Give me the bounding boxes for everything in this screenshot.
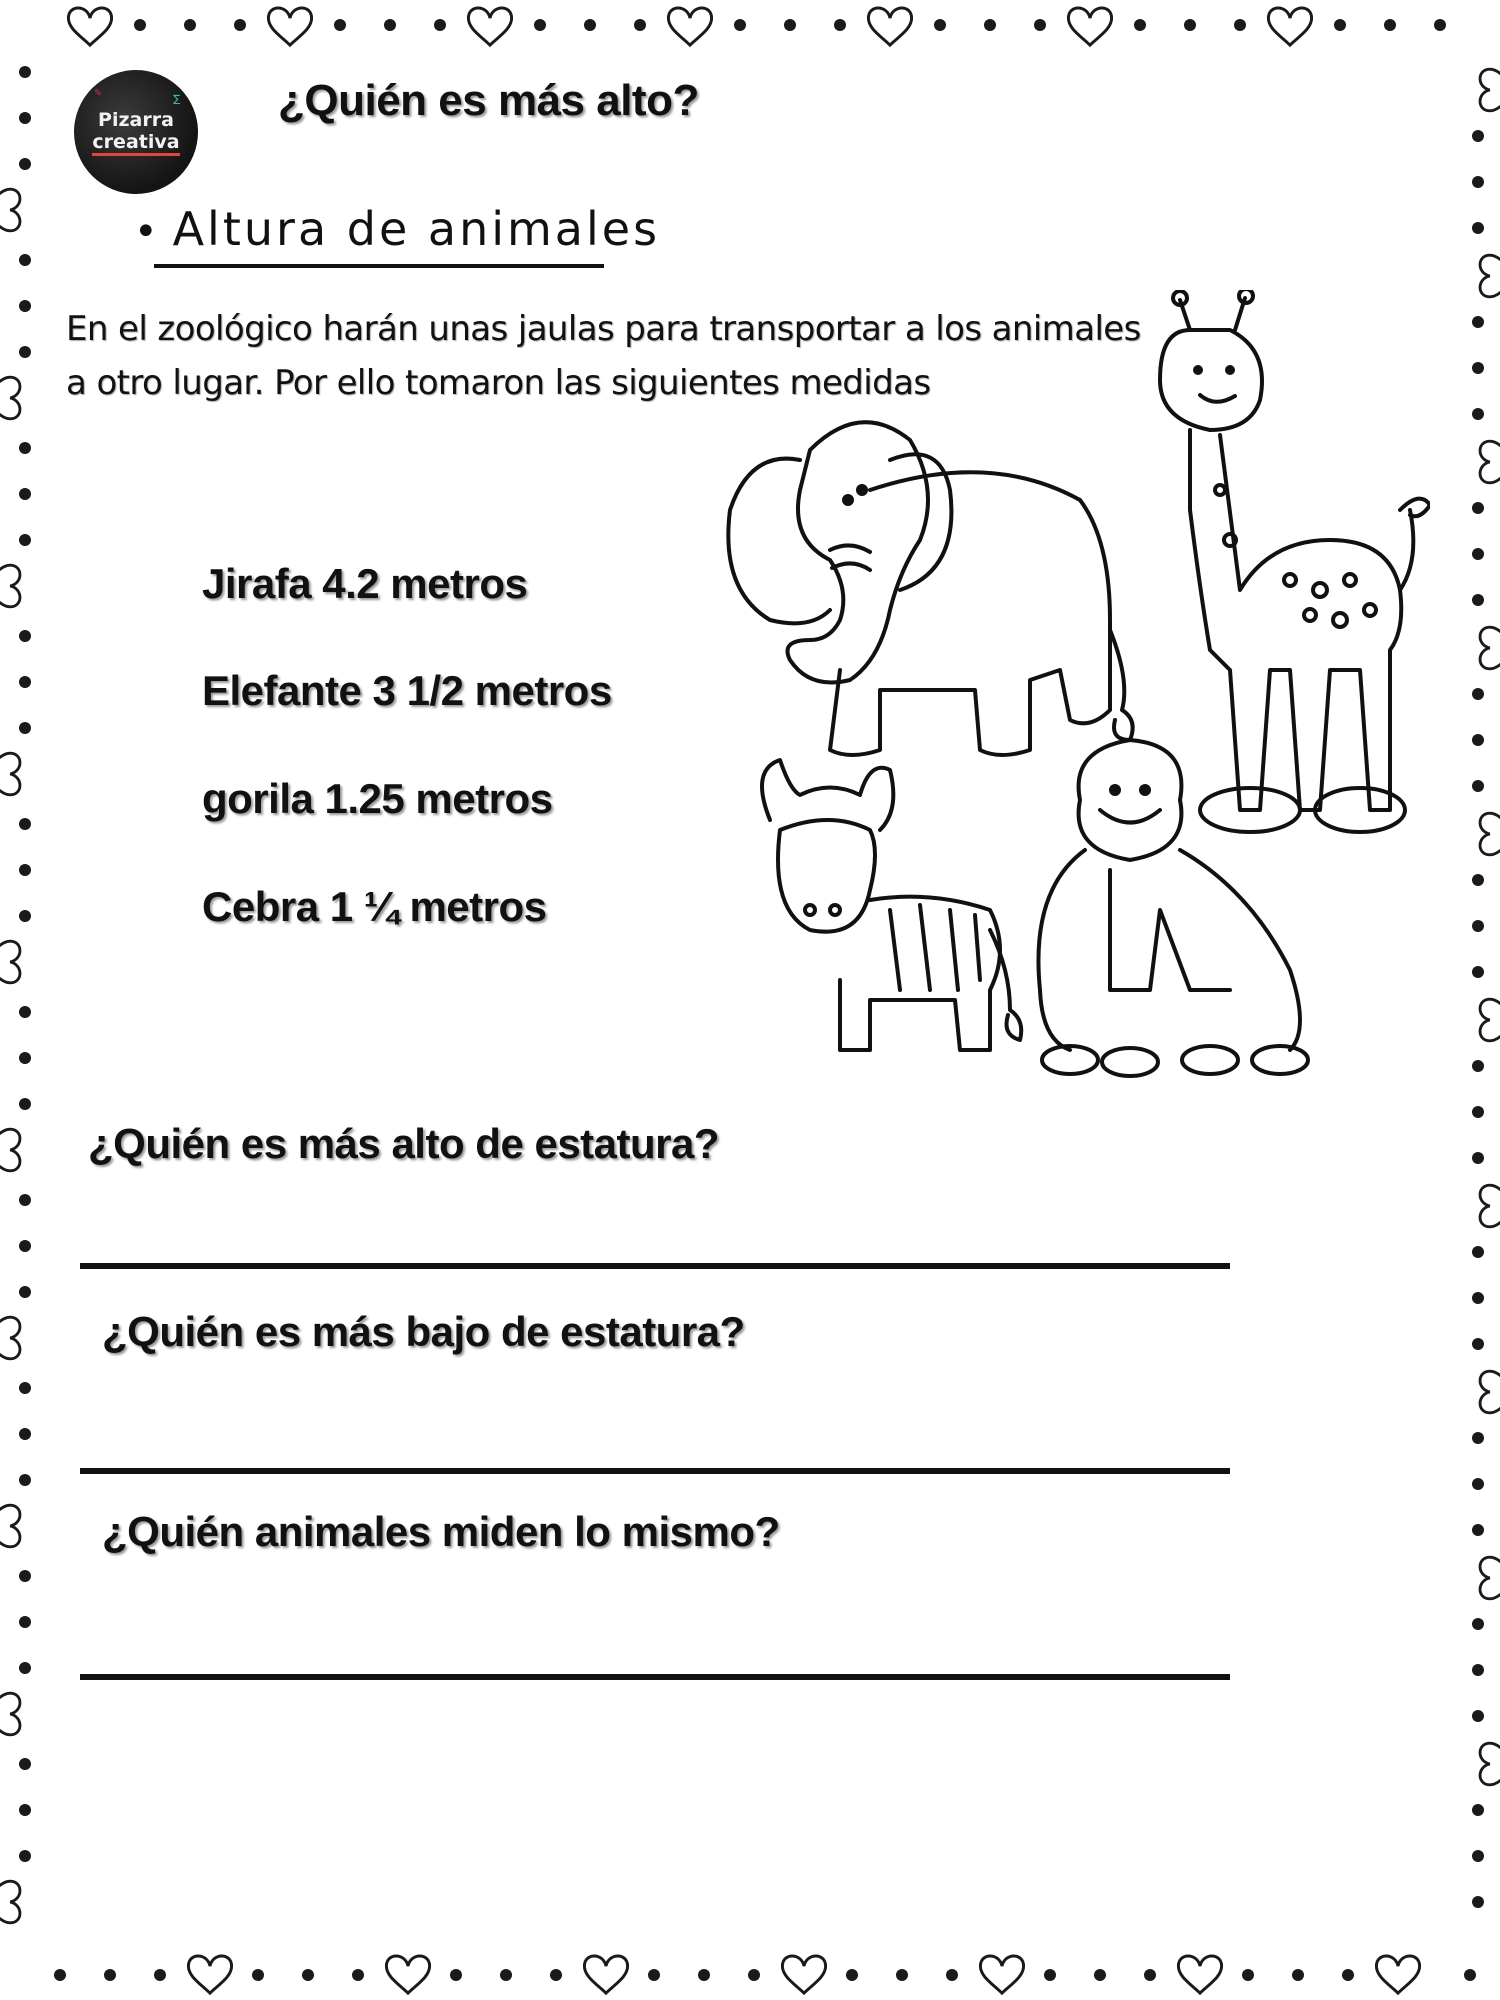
dot-icon xyxy=(19,442,31,454)
dot-icon xyxy=(19,1616,31,1628)
answer-line-tallest[interactable] xyxy=(80,1263,1230,1269)
dot-icon xyxy=(1472,1152,1484,1164)
measurement-gorilla: gorila 1.25 metros xyxy=(202,775,553,822)
dot-icon xyxy=(1464,1969,1476,1981)
dot-icon xyxy=(154,1969,166,1981)
heart-icon xyxy=(868,8,911,45)
dot-icon xyxy=(1472,1338,1484,1350)
dot-icon xyxy=(896,1969,908,1981)
heart-icon xyxy=(782,1956,825,1993)
dot-icon xyxy=(19,864,31,876)
heart-icon xyxy=(0,189,20,231)
dot-icon xyxy=(550,1969,562,1981)
subtitle-underline xyxy=(154,264,604,268)
dot-icon xyxy=(384,19,396,31)
dot-icon xyxy=(19,1428,31,1440)
logo-text-line2: creativa xyxy=(92,131,179,156)
bullet-icon: • xyxy=(134,209,161,255)
intro-paragraph: En el zoológico harán unas jaulas para transportar a los animales a otro lugar. Por ello tomaron las siguientes medidas xyxy=(66,309,1141,403)
giraffe-icon xyxy=(1160,290,1430,832)
dot-icon xyxy=(302,1969,314,1981)
heart-icon xyxy=(1480,1743,1500,1785)
dot-icon xyxy=(500,1969,512,1981)
dot-icon xyxy=(234,19,246,31)
heart-icon xyxy=(0,1693,20,1735)
heart-icon xyxy=(0,941,20,983)
dot-icon xyxy=(1472,1850,1484,1862)
dot-icon xyxy=(19,818,31,830)
dot-icon xyxy=(19,910,31,922)
measurement-elephant: Elefante 3 1/2 metros xyxy=(202,667,612,714)
dot-icon xyxy=(19,1382,31,1394)
dot-icon xyxy=(1034,19,1046,31)
animals-illustration xyxy=(690,290,1430,1090)
dot-icon xyxy=(584,19,596,31)
dot-icon xyxy=(534,19,546,31)
dot-icon xyxy=(19,1194,31,1206)
heart-icon xyxy=(1480,69,1500,111)
dot-icon xyxy=(648,1969,660,1981)
dot-icon xyxy=(19,1474,31,1486)
heart-icon xyxy=(1480,441,1500,483)
dot-icon xyxy=(1472,594,1484,606)
heart-icon xyxy=(668,8,711,45)
dot-icon xyxy=(1144,1969,1156,1981)
dot-icon xyxy=(1472,362,1484,374)
heart-icon xyxy=(1480,255,1500,297)
heart-icon xyxy=(1480,1185,1500,1227)
dot-icon xyxy=(450,1969,462,1981)
dot-icon xyxy=(1242,1969,1254,1981)
dot-icon xyxy=(19,254,31,266)
subtitle xyxy=(134,202,660,256)
dot-icon xyxy=(19,676,31,688)
answer-line-same-height[interactable] xyxy=(80,1674,1230,1680)
dot-icon xyxy=(1472,1896,1484,1908)
dot-icon xyxy=(1472,874,1484,886)
dot-icon xyxy=(1472,548,1484,560)
dot-icon xyxy=(1434,19,1446,31)
question-shortest: ¿Quién es más bajo de estatura? xyxy=(102,1308,745,1355)
dot-icon xyxy=(19,300,31,312)
dot-icon xyxy=(1472,1478,1484,1490)
dot-icon xyxy=(19,1052,31,1064)
dot-icon xyxy=(1234,19,1246,31)
dot-icon xyxy=(1094,1969,1106,1981)
dot-icon xyxy=(19,488,31,500)
heart-icon xyxy=(188,1956,231,1993)
dot-icon xyxy=(19,534,31,546)
dot-icon xyxy=(1472,222,1484,234)
dot-icon xyxy=(1472,176,1484,188)
heart-icon xyxy=(1480,1371,1500,1413)
dot-icon xyxy=(434,19,446,31)
dot-icon xyxy=(1472,734,1484,746)
dot-icon xyxy=(54,1969,66,1981)
measurement-giraffe: Jirafa 4.2 metros xyxy=(202,560,528,607)
dot-icon xyxy=(1472,408,1484,420)
dot-icon xyxy=(1472,1292,1484,1304)
dot-icon xyxy=(946,1969,958,1981)
logo-scribble: ∑ xyxy=(173,94,180,105)
dot-icon xyxy=(1472,1804,1484,1816)
heart-icon xyxy=(386,1956,429,1993)
dot-icon xyxy=(1184,19,1196,31)
dot-icon xyxy=(1472,1618,1484,1630)
logo-scribble: ✎ xyxy=(94,88,103,99)
dot-icon xyxy=(1472,1524,1484,1536)
heart-icon xyxy=(584,1956,627,1993)
dot-icon xyxy=(1472,130,1484,142)
heart-icon xyxy=(1376,1956,1419,1993)
heart-icon xyxy=(1068,8,1111,45)
heart-icon xyxy=(68,8,111,45)
dot-icon xyxy=(352,1969,364,1981)
dot-icon xyxy=(1134,19,1146,31)
dot-icon xyxy=(1292,1969,1304,1981)
dot-icon xyxy=(1334,19,1346,31)
dot-icon xyxy=(104,1969,116,1981)
heart-icon xyxy=(1480,627,1500,669)
dot-icon xyxy=(846,1969,858,1981)
heart-icon xyxy=(0,753,20,795)
dot-icon xyxy=(1472,966,1484,978)
elephant-icon xyxy=(728,422,1132,755)
dot-icon xyxy=(1472,920,1484,932)
dot-icon xyxy=(19,630,31,642)
dot-icon xyxy=(1342,1969,1354,1981)
dot-icon xyxy=(1472,1246,1484,1258)
dot-icon xyxy=(1472,1664,1484,1676)
dot-icon xyxy=(1472,688,1484,700)
dot-icon xyxy=(19,112,31,124)
question-tallest: ¿Quién es más alto de estatura? xyxy=(88,1120,720,1167)
dot-icon xyxy=(19,1804,31,1816)
subtitle-text: Altura de animales xyxy=(172,202,661,256)
dot-icon xyxy=(134,19,146,31)
dot-icon xyxy=(252,1969,264,1981)
page-title: ¿Quién es más alto? xyxy=(278,76,699,125)
heart-icon xyxy=(0,1505,20,1547)
dot-icon xyxy=(19,346,31,358)
dot-icon xyxy=(1472,316,1484,328)
heart-icon xyxy=(980,1956,1023,1993)
logo-text-line1: Pizarra xyxy=(98,108,174,131)
dot-icon xyxy=(834,19,846,31)
heart-icon xyxy=(0,1881,20,1923)
dot-icon xyxy=(19,1286,31,1298)
pizarra-creativa-logo xyxy=(74,70,198,194)
dot-icon xyxy=(1472,502,1484,514)
dot-icon xyxy=(19,1758,31,1770)
heart-icon xyxy=(1480,813,1500,855)
dot-icon xyxy=(19,1570,31,1582)
dot-icon xyxy=(19,158,31,170)
heart-icon xyxy=(0,1317,20,1359)
answer-line-shortest[interactable] xyxy=(80,1468,1230,1474)
dot-icon xyxy=(1472,1432,1484,1444)
dot-icon xyxy=(1472,1060,1484,1072)
dot-icon xyxy=(1472,780,1484,792)
dot-icon xyxy=(19,722,31,734)
dot-icon xyxy=(19,1006,31,1018)
question-same-height: ¿Quién animales miden lo mismo? xyxy=(102,1508,780,1555)
heart-icon xyxy=(0,1129,20,1171)
heart-icon xyxy=(0,377,20,419)
dot-icon xyxy=(1472,1106,1484,1118)
heart-icon xyxy=(1480,1557,1500,1599)
dot-icon xyxy=(19,1662,31,1674)
dot-icon xyxy=(634,19,646,31)
heart-icon xyxy=(268,8,311,45)
heart-icon xyxy=(0,565,20,607)
dot-icon xyxy=(19,1850,31,1862)
dot-icon xyxy=(698,1969,710,1981)
dot-icon xyxy=(334,19,346,31)
dot-icon xyxy=(1384,19,1396,31)
dot-icon xyxy=(734,19,746,31)
heart-icon xyxy=(1178,1956,1221,1993)
dot-icon xyxy=(19,1098,31,1110)
heart-icon xyxy=(1268,8,1311,45)
heart-icon xyxy=(1480,999,1500,1041)
dot-icon xyxy=(19,1240,31,1252)
zebra-icon xyxy=(762,760,1021,1050)
heart-icon xyxy=(468,8,511,45)
dot-icon xyxy=(748,1969,760,1981)
dot-icon xyxy=(184,19,196,31)
dot-icon xyxy=(1472,1710,1484,1722)
dot-icon xyxy=(784,19,796,31)
dot-icon xyxy=(19,66,31,78)
measurement-zebra: Cebra 1 ¼ metros xyxy=(202,883,547,930)
dot-icon xyxy=(934,19,946,31)
dot-icon xyxy=(1044,1969,1056,1981)
dot-icon xyxy=(984,19,996,31)
